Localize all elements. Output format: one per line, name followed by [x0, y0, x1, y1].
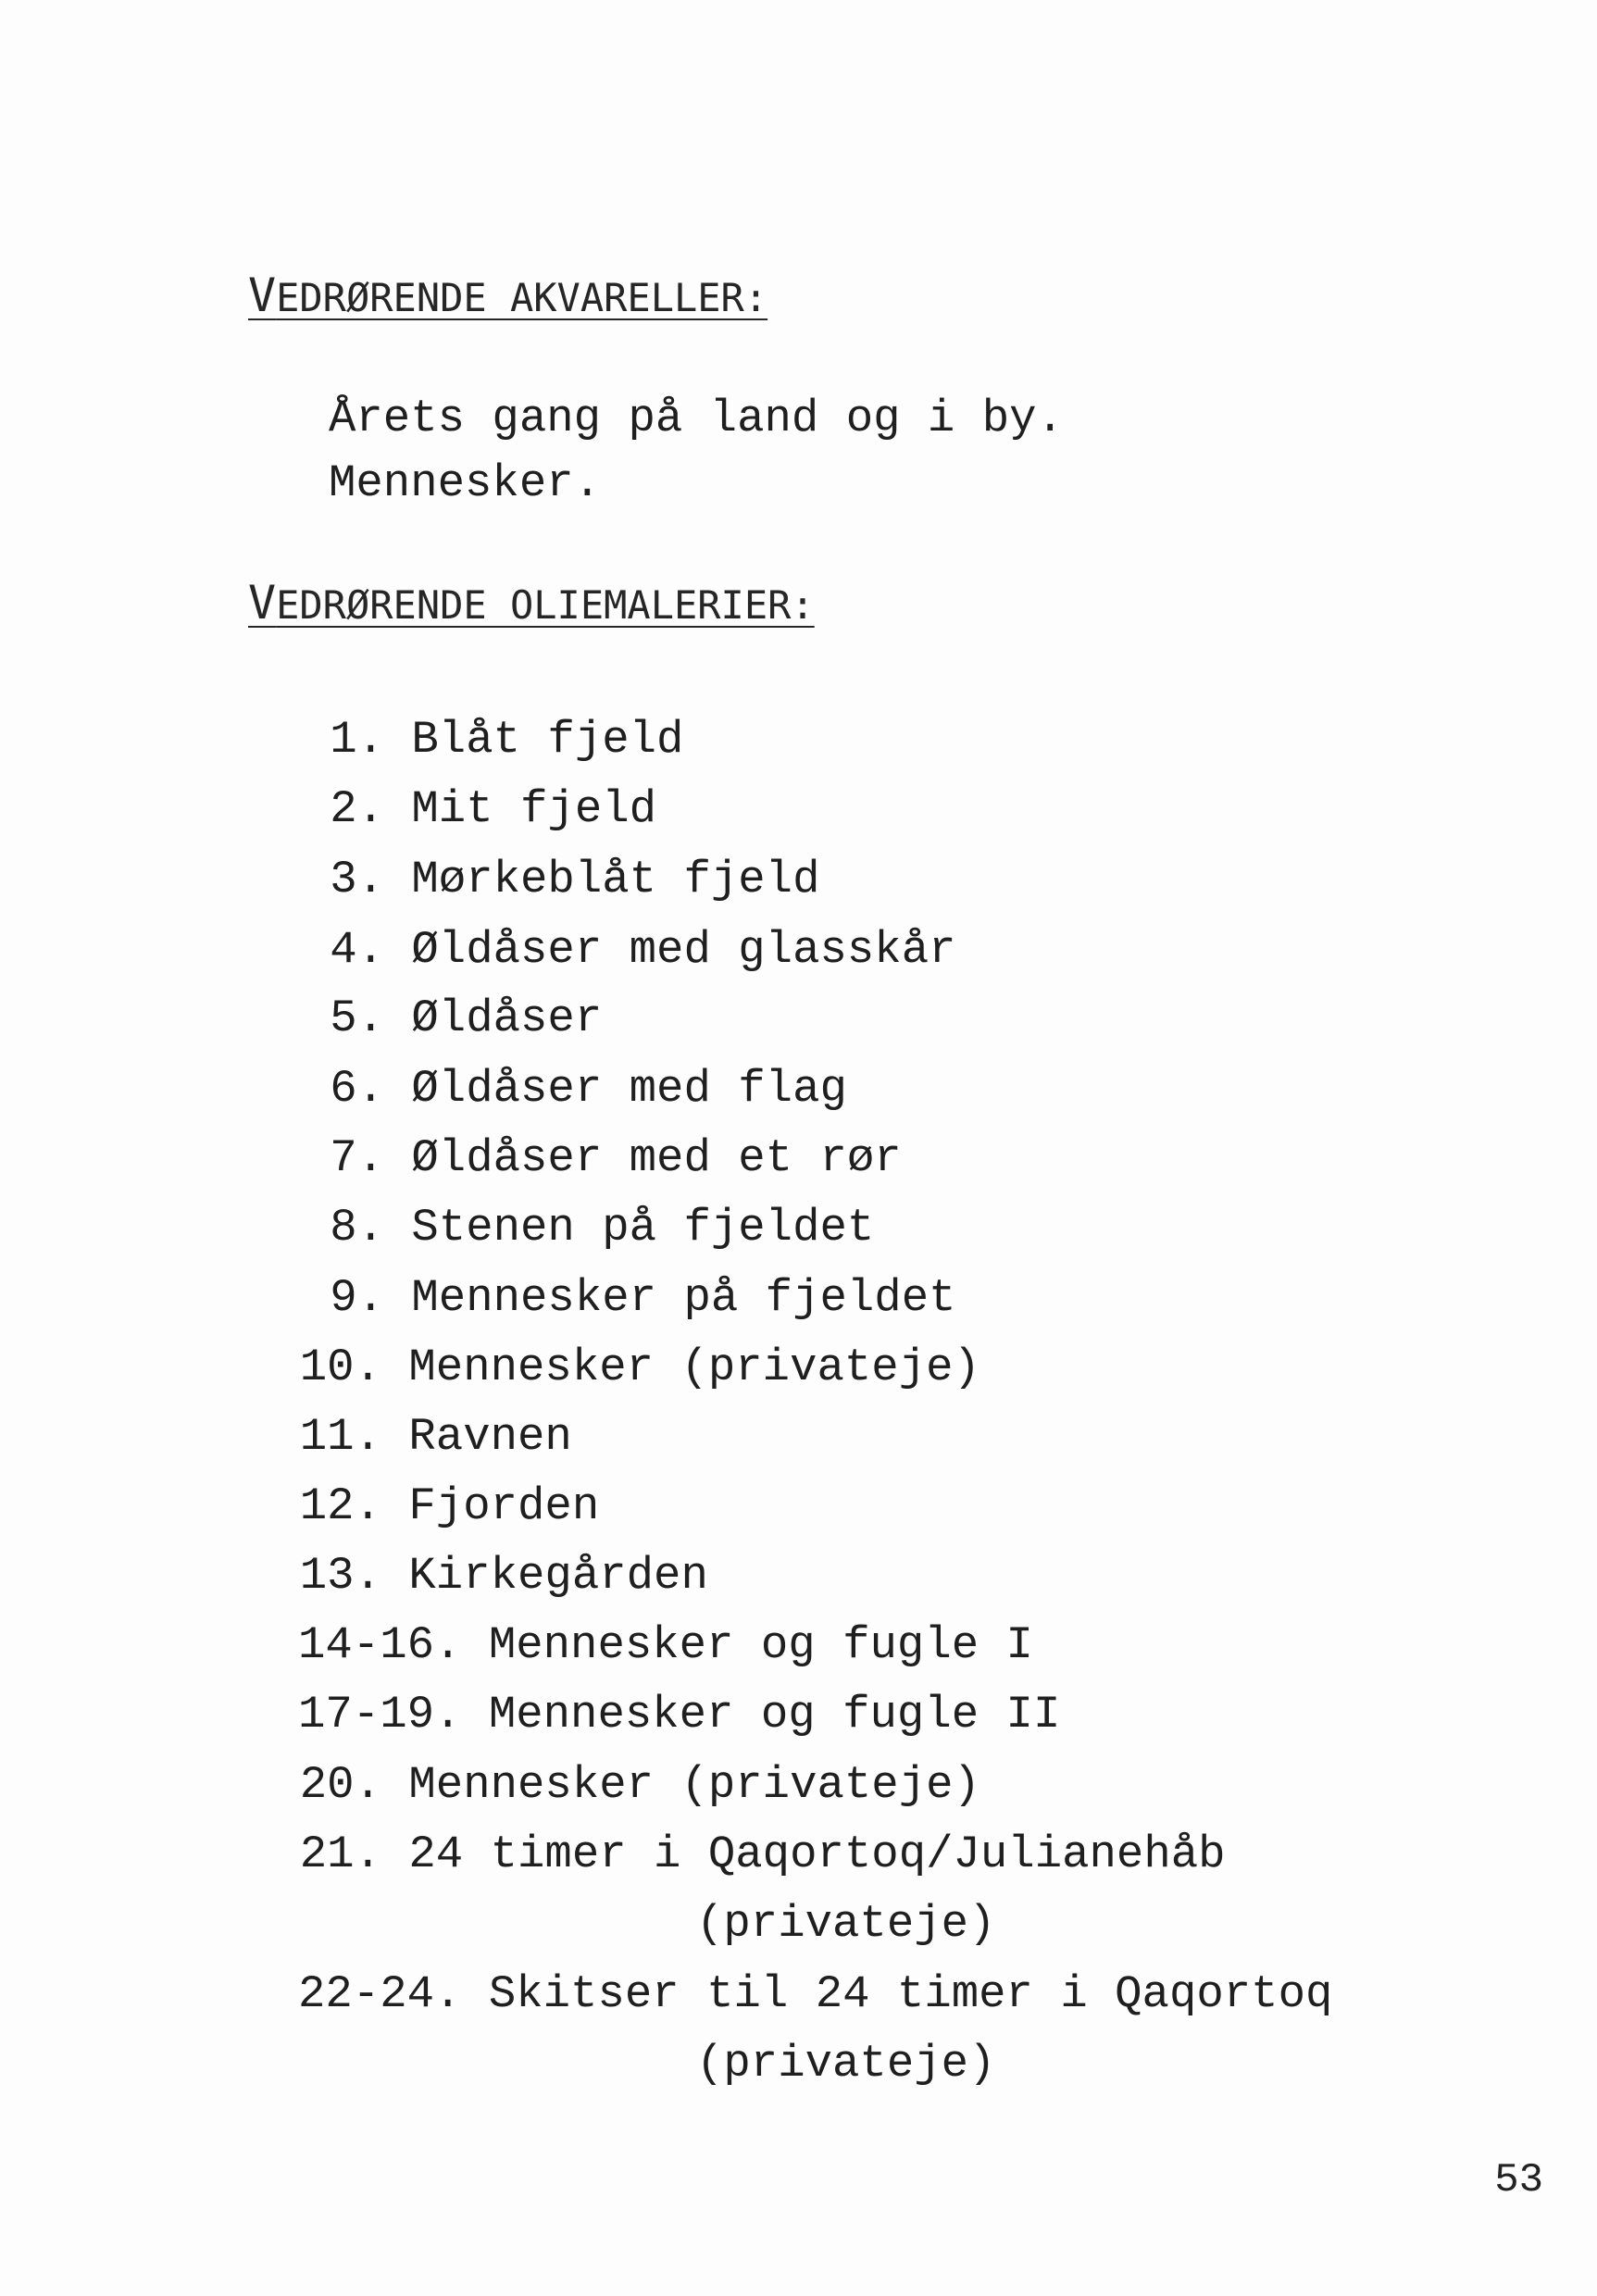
item-number: 5.	[330, 992, 384, 1044]
item-number: 3.	[330, 854, 384, 905]
item-number: 10.	[299, 1341, 381, 1393]
item-title: Øldåser med glasskår	[411, 924, 956, 976]
item-title: Kirkegården	[408, 1550, 708, 1602]
item-title: Stenen på fjeldet	[411, 1202, 875, 1254]
item-number: 14-16.	[298, 1619, 462, 1671]
item-number: 12.	[299, 1480, 381, 1532]
list-item	[298, 1759, 980, 1811]
list-item	[298, 1411, 572, 1463]
item-title: Øldåser med flag	[411, 1063, 847, 1115]
list-item	[329, 854, 820, 905]
heading-akvareller-text: EDRØRENDE AKVARELLER:	[276, 275, 768, 320]
item-number: 6.	[330, 1063, 384, 1115]
list-item	[298, 1550, 708, 1602]
list-item	[298, 1619, 1033, 1671]
akvarel-line-1: Årets gang på land og i by.	[329, 393, 1064, 444]
item-title: Fjorden	[408, 1480, 600, 1532]
list-item	[298, 1341, 980, 1393]
heading-oliemalerier	[248, 576, 815, 630]
item-number: 4.	[330, 924, 384, 976]
heading-akvareller	[248, 268, 767, 322]
page-number: 53	[1494, 2157, 1543, 2203]
item-number: 13.	[299, 1550, 381, 1602]
list-item	[329, 1272, 956, 1324]
list-item	[298, 1828, 1226, 1880]
item-title: Skitser til 24 timer i Qaqortoq	[488, 1968, 1333, 2020]
item-title: Øldåser	[411, 992, 603, 1044]
list-item	[298, 1480, 600, 1532]
item-number: 20.	[299, 1759, 381, 1811]
list-item	[329, 1132, 902, 1184]
item-title: 24 timer i Qaqortoq/Julianehåb	[408, 1828, 1226, 1880]
heading-oliemalerier-text: EDRØRENDE OLIEMALERIER:	[276, 582, 815, 628]
item-title: Øldåser med et rør	[411, 1132, 902, 1184]
item-title: Mennesker (privateje)	[408, 1759, 980, 1811]
item-title: Mennesker på fjeldet	[411, 1272, 956, 1324]
item-number: 8.	[330, 1202, 384, 1254]
heading-oliemalerier-initial: V	[248, 576, 277, 630]
list-item	[329, 924, 956, 976]
list-item	[329, 783, 657, 835]
item-number: 2.	[330, 783, 384, 835]
list-item	[329, 1202, 875, 1254]
list-item	[329, 1063, 847, 1115]
heading-akvareller-initial: V	[248, 268, 277, 322]
list-item	[298, 1968, 1333, 2020]
item-number: 7.	[330, 1132, 384, 1184]
item-number: 17-19.	[298, 1689, 462, 1741]
akvarel-line-2: Mennesker.	[329, 457, 602, 509]
item-number: 21.	[299, 1828, 381, 1880]
item-note: (privateje)	[696, 2038, 996, 2090]
item-title: Mennesker (privateje)	[408, 1341, 980, 1393]
list-item	[298, 1689, 1061, 1741]
item-number: 9.	[330, 1272, 384, 1324]
item-number: 22-24.	[298, 1968, 462, 2020]
list-item	[329, 992, 603, 1044]
item-title: Mennesker og fugle I	[488, 1619, 1033, 1671]
item-title: Mennesker og fugle II	[488, 1689, 1061, 1741]
item-title: Mit fjeld	[411, 783, 657, 835]
item-title: Ravnen	[408, 1411, 572, 1463]
item-title: Blåt fjeld	[411, 714, 684, 766]
item-number: 11.	[299, 1411, 381, 1463]
item-title: Mørkeblåt fjeld	[411, 854, 820, 905]
list-item	[329, 714, 684, 766]
item-note: (privateje)	[696, 1898, 996, 1950]
item-number: 1.	[330, 714, 384, 766]
